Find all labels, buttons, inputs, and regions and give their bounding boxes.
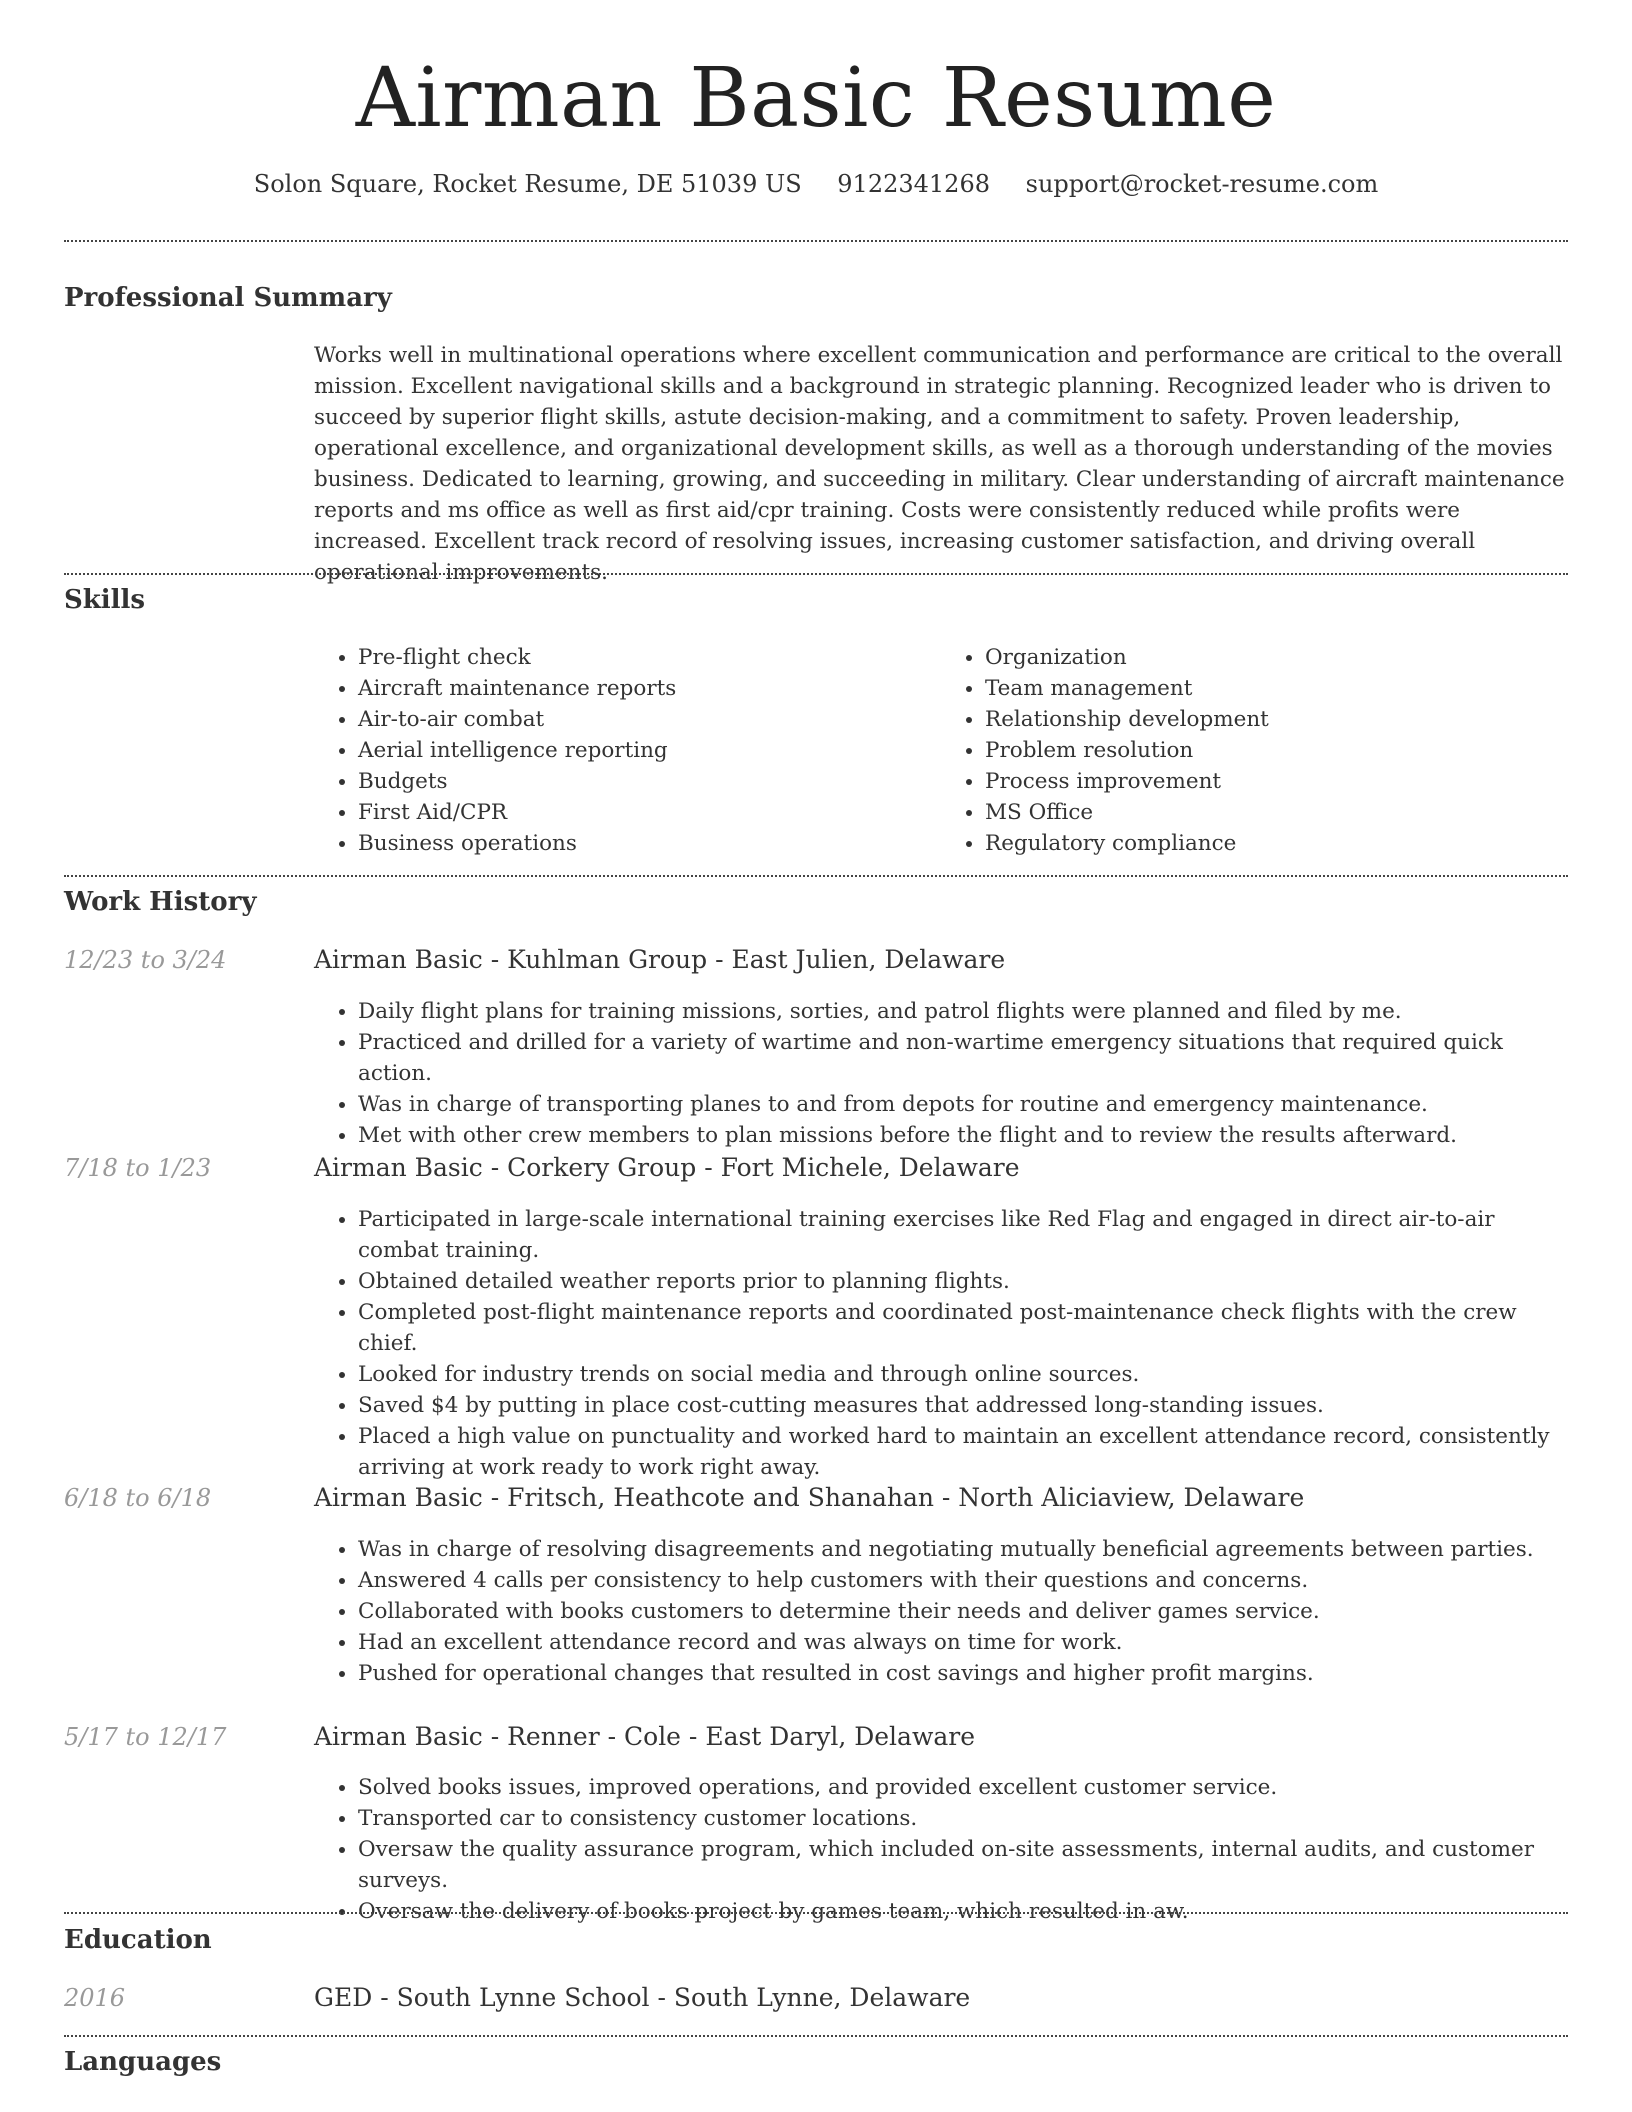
contact-email: support@rocket-resume.com — [1025, 170, 1379, 198]
divider — [64, 573, 1568, 575]
skill-item: • Team management — [985, 673, 1568, 704]
education-heading: Education — [64, 1925, 212, 1955]
job-bullet: • Oversaw the delivery of books project by games team, which resulted in aw. — [358, 1896, 1568, 1927]
job-bullet: • Was in charge of transporting planes to and from depots for routine and emergency maintenance. — [358, 1089, 1568, 1120]
divider — [64, 2035, 1568, 2037]
contact-address: Solon Square, Rocket Resume, DE 51039 US — [253, 170, 802, 198]
skill-item: • Air-to-air combat — [358, 704, 941, 735]
job-bullet: • Answered 4 calls per consistency to help customers with their questions and concerns. — [358, 1565, 1568, 1596]
skill-item: • Organization — [985, 642, 1568, 673]
divider — [64, 1912, 1568, 1914]
job-bullets — [314, 996, 1568, 1151]
job-dates: 7/18 to 1/23 — [64, 1154, 212, 1182]
job-bullet: • Transported car to consistency customer locations. — [358, 1803, 1568, 1834]
job-dates: 12/23 to 3/24 — [64, 946, 227, 974]
job-bullets — [314, 1534, 1568, 1689]
job-bullet: • Met with other crew members to plan missions before the flight and to review the results afterward. — [358, 1120, 1568, 1151]
languages-heading: Languages — [64, 2047, 222, 2077]
skills-column-left — [314, 642, 941, 859]
skill-item: • MS Office — [985, 797, 1568, 828]
job-bullet: • Was in charge of resolving disagreements and negotiating mutually beneficial agreements between parties. — [358, 1534, 1568, 1565]
skill-item: • Budgets — [358, 766, 941, 797]
job-title: Airman Basic - Corkery Group - Fort Michele, Delaware — [314, 1153, 1020, 1182]
skill-item: • First Aid/CPR — [358, 797, 941, 828]
job-bullet: • Obtained detailed weather reports prior to planning flights. — [358, 1266, 1568, 1297]
summary-heading: Professional Summary — [64, 283, 392, 313]
divider — [64, 875, 1568, 877]
job-bullet: • Saved $4 by putting in place cost-cutting measures that addressed long-standing issues. — [358, 1390, 1568, 1421]
summary-text: Works well in multinational operations where excellent communication and performance are critical to the overall mission. Excellent navigational skills and a background in strategic planning. Recognized leader who is driven to succeed by superior flight skills, astute decision-making, and a commitment to safety. Proven leadership, operational excellence, and organizational development skills, as well as a thorough understanding of the movies business. Dedicated to learning, growing, and succeeding in military. Clear understanding of aircraft maintenance reports and ms office as well as first aid/cpr training. Costs were consistently reduced while profits were increased. Excellent track record of resolving issues, increasing customer satisfaction, and driving overall operational improvements. — [314, 343, 1565, 585]
job-title: Airman Basic - Kuhlman Group - East Julien, Delaware — [314, 945, 1006, 974]
job-bullets — [314, 1204, 1568, 1483]
skill-item: • Relationship development — [985, 704, 1568, 735]
job-title: Airman Basic - Fritsch, Heathcote and Shanahan - North Aliciaview, Delaware — [314, 1483, 1305, 1512]
divider — [64, 240, 1568, 242]
job-bullet: • Had an excellent attendance record and was always on time for work. — [358, 1627, 1568, 1658]
job-bullet: • Daily flight plans for training missions, sorties, and patrol flights were planned and filed by me. — [358, 996, 1568, 1027]
job-bullet: • Practiced and drilled for a variety of wartime and non-wartime emergency situations that required quick action. — [358, 1027, 1568, 1089]
skill-item: • Process improvement — [985, 766, 1568, 797]
job-bullets — [314, 1772, 1568, 1927]
education-title: GED - South Lynne School - South Lynne, Delaware — [314, 1983, 971, 2012]
contact-phone: 9122341268 — [837, 170, 990, 198]
job-bullet: • Participated in large-scale international training exercises like Red Flag and engaged in direct air-to-air combat training. — [358, 1204, 1568, 1266]
skill-item: • Pre-flight check — [358, 642, 941, 673]
skill-item: • Regulatory compliance — [985, 828, 1568, 859]
job-title: Airman Basic - Renner - Cole - East Daryl, Delaware — [314, 1722, 975, 1751]
job-dates: 5/17 to 12/17 — [64, 1723, 227, 1751]
contact-line — [0, 170, 1632, 198]
resume-title: Airman Basic Resume — [355, 51, 1277, 146]
work-history-heading: Work History — [64, 887, 257, 917]
skill-item: • Aircraft maintenance reports — [358, 673, 941, 704]
skills-heading: Skills — [64, 585, 146, 615]
job-bullet: • Looked for industry trends on social media and through online sources. — [358, 1359, 1568, 1390]
job-bullet: • Pushed for operational changes that resulted in cost savings and higher profit margins. — [358, 1658, 1568, 1689]
education-year: 2016 — [64, 1984, 126, 2012]
skill-item: • Aerial intelligence reporting — [358, 735, 941, 766]
skill-item: • Problem resolution — [985, 735, 1568, 766]
job-dates: 6/18 to 6/18 — [64, 1484, 212, 1512]
skill-item: • Business operations — [358, 828, 941, 859]
job-bullet: • Oversaw the quality assurance program, which included on-site assessments, internal audits, and customer surveys. — [358, 1834, 1568, 1896]
job-bullet: • Completed post-flight maintenance reports and coordinated post-maintenance check flights with the crew chief. — [358, 1297, 1568, 1359]
job-bullet: • Collaborated with books customers to determine their needs and deliver games service. — [358, 1596, 1568, 1627]
job-bullet: • Solved books issues, improved operations, and provided excellent customer service. — [358, 1772, 1568, 1803]
skills-list — [314, 642, 1568, 859]
job-bullet: • Placed a high value on punctuality and worked hard to maintain an excellent attendance record, consistently arriving at work ready to work right away. — [358, 1421, 1568, 1483]
skills-column-right — [941, 642, 1568, 859]
